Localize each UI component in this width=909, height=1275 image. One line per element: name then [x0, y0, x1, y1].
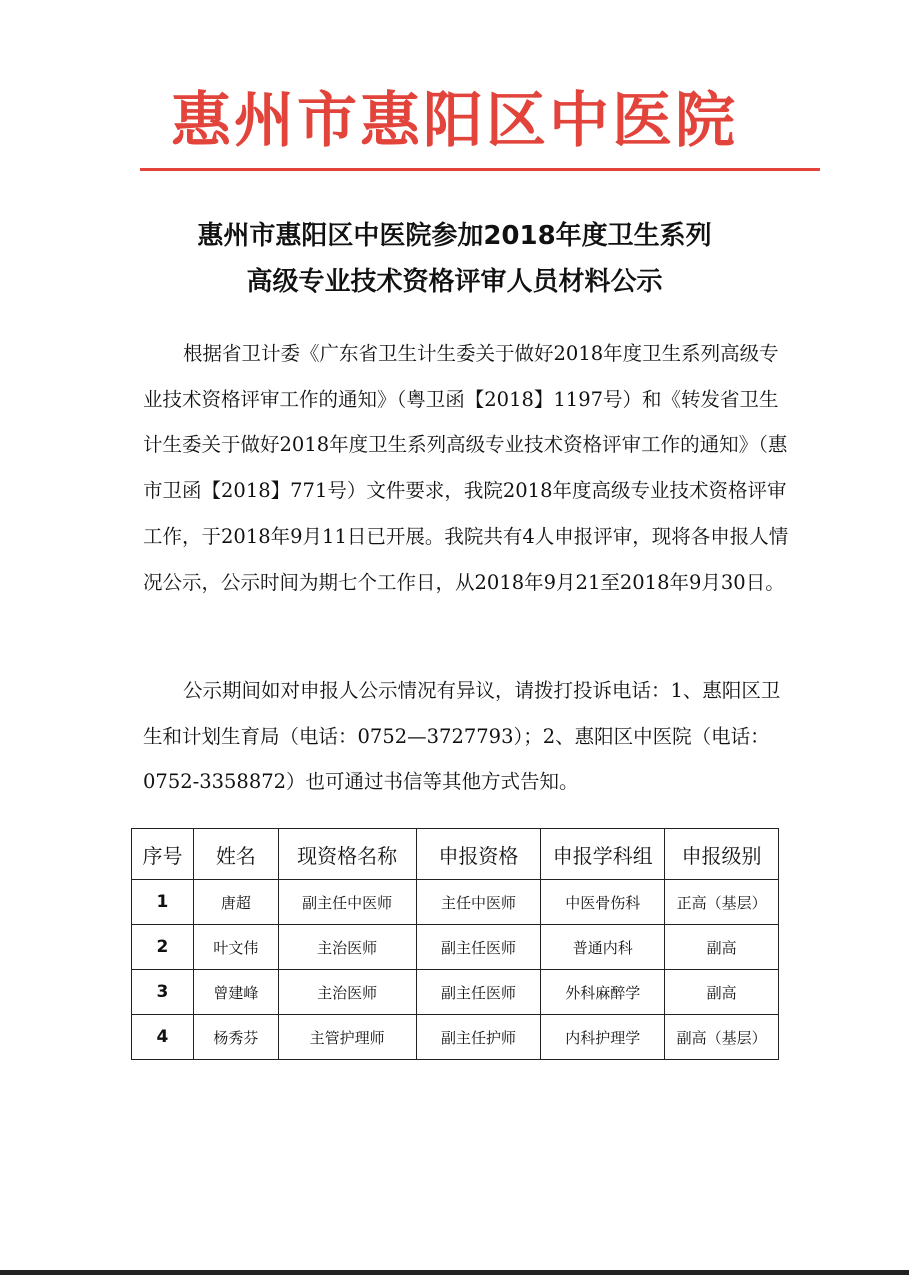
cell-applied-title: 副主任医师: [416, 970, 541, 1015]
cell-discipline: 中医骨伤科: [541, 880, 665, 925]
header-name: 姓名: [193, 829, 278, 880]
cell-applied-title: 副主任医师: [416, 925, 541, 970]
paragraph-1-text: 根据省卫计委《广东省卫生计生委关于做好2018年度卫生系列高级专业技术资格评审工作的通知》（粤卫函【2018】1197号）和《转发省卫生计生委关于做好2018年度卫生系列高级专业技术资格评审工作的通知》（惠市卫函【2018】771号）文件要求，我院2018年度高级专业技术资格评审工作，于2018年9月11日已开展。我院共有4人申报评审，现将各申报人情况公示，公示时间为期七个工作日，从2018年9月21至2018年9月30日。: [143, 342, 789, 594]
table-header-row: [132, 829, 779, 880]
cell-applied-title: 副主任护师: [416, 1015, 541, 1060]
cell-seq: 1: [132, 880, 194, 925]
cell-level: 副高: [665, 925, 779, 970]
header-applied-title: 申报资格: [416, 829, 541, 880]
cell-level: 副高（基层）: [665, 1015, 779, 1060]
cell-current-title: 主管护理师: [278, 1015, 416, 1060]
notice-title-line-2: 高级专业技术资格评审人员材料公示: [246, 267, 663, 297]
body-paragraph-2: [143, 668, 795, 805]
body-paragraph-1: [143, 331, 795, 605]
cell-discipline: 内科护理学: [541, 1015, 665, 1060]
paragraph-2-text: 公示期间如对申报人公示情况有异议，请拨打投诉电话：1、惠阳区卫生和计划生育局（电话：0752—3727793）；2、惠阳区中医院（电话：0752-3358872）也可通过书信等其他方式告知。: [143, 679, 781, 794]
cell-name: 叶文伟: [193, 925, 278, 970]
scan-bottom-edge: [0, 1270, 909, 1275]
cell-seq: 3: [132, 970, 194, 1015]
table-row: [132, 925, 779, 970]
cell-level: 正高（基层）: [665, 880, 779, 925]
cell-current-title: 主治医师: [278, 970, 416, 1015]
cell-discipline: 普通内科: [541, 925, 665, 970]
header-discipline: 申报学科组: [541, 829, 665, 880]
cell-name: 唐超: [193, 880, 278, 925]
cell-seq: 2: [132, 925, 194, 970]
cell-discipline: 外科麻醉学: [541, 970, 665, 1015]
cell-level: 副高: [665, 970, 779, 1015]
letterhead-title: 惠州市惠阳区中医院: [171, 86, 738, 156]
letterhead-divider: [140, 168, 820, 171]
cell-current-title: 主治医师: [278, 925, 416, 970]
table-row: [132, 1015, 779, 1060]
cell-name: 杨秀芬: [193, 1015, 278, 1060]
table-row: [132, 880, 779, 925]
header-level: 申报级别: [665, 829, 779, 880]
header-current-title: 现资格名称: [278, 829, 416, 880]
table-row: [132, 970, 779, 1015]
notice-title-line-1: 惠州市惠阳区中医院参加2018年度卫生系列: [197, 221, 712, 251]
cell-seq: 4: [132, 1015, 194, 1060]
cell-applied-title: 主任中医师: [416, 880, 541, 925]
applicant-table: [131, 828, 779, 1060]
cell-current-title: 副主任中医师: [278, 880, 416, 925]
header-seq: 序号: [132, 829, 194, 880]
cell-name: 曾建峰: [193, 970, 278, 1015]
